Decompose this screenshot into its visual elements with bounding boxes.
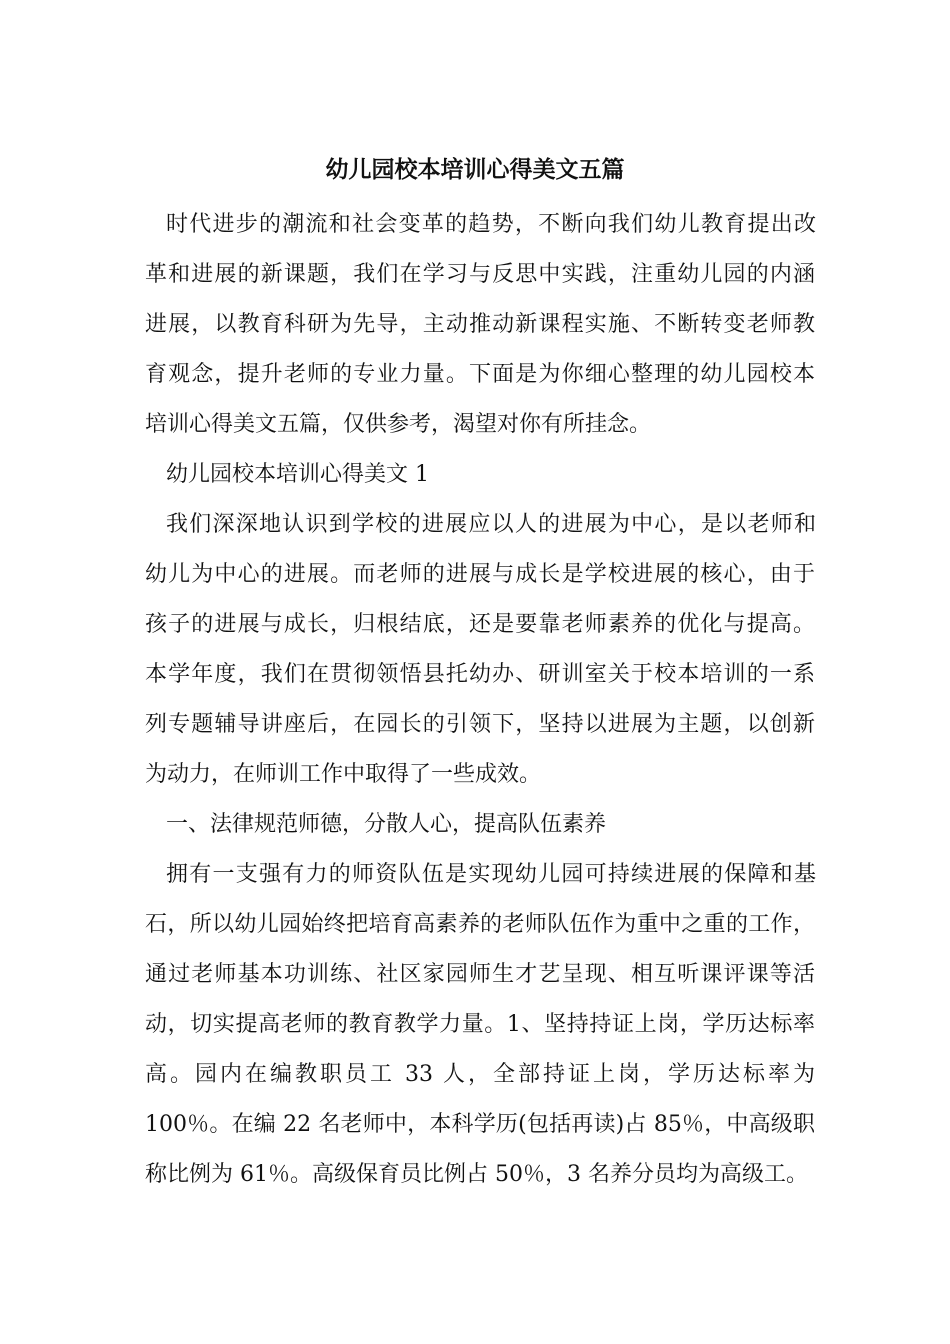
paragraph-line: 革和进展的新课题，我们在学习与反思中实践，注重幼儿园的内涵 [145, 262, 815, 287]
section-heading: 幼儿园校本培训心得美文 1 [166, 462, 429, 487]
paragraph-line: 称比例为 61％。高级保育员比例占 50％，3 名养分员均为高级工。 [145, 1162, 808, 1187]
paragraph-line: 我们深深地认识到学校的进展应以人的进展为中心，是以老师和 [166, 512, 816, 537]
paragraph-line: 幼儿为中心的进展。而老师的进展与成长是学校进展的核心，由于 [145, 562, 815, 587]
paragraph-line: 100％。在编 22 名老师中，本科学历(包括再读)占 85％，中高级职 [145, 1112, 815, 1137]
paragraph-line: 高。园内在编教职员工 33 人，全部持证上岗，学历达标率为 [145, 1062, 815, 1087]
paragraph-line: 时代进步的潮流和社会变革的趋势，不断向我们幼儿教育提出改 [166, 212, 816, 237]
paragraph-line: 本学年度，我们在贯彻领悟县托幼办、研训室关于校本培训的一系 [145, 662, 815, 687]
paragraph-line: 孩子的进展与成长，归根结底，还是要靠老师素养的优化与提高。 [145, 612, 815, 637]
paragraph-line: 培训心得美文五篇，仅供参考，渴望对你有所挂念。 [145, 412, 652, 437]
paragraph-line: 育观念，提升老师的专业力量。下面是为你细心整理的幼儿园校本 [145, 362, 815, 387]
paragraph-line: 进展，以教育科研为先导，主动推动新课程实施、不断转变老师教 [145, 312, 815, 337]
paragraph-line: 石，所以幼儿园始终把培育高素养的老师队伍作为重中之重的工作， [145, 912, 815, 937]
paragraph-line: 拥有一支强有力的师资队伍是实现幼儿园可持续进展的保障和基 [166, 862, 816, 887]
paragraph-line: 为动力，在师训工作中取得了一些成效。 [145, 762, 542, 787]
paragraph-line: 动，切实提高老师的教育教学力量。1、坚持持证上岗，学历达标率 [145, 1012, 815, 1037]
section-heading: 一、法律规范师德，分散人心，提高队伍素养 [166, 812, 607, 837]
paragraph-line: 列专题辅导讲座后，在园长的引领下，坚持以进展为主题，以创新 [145, 712, 815, 737]
document-title: 幼儿园校本培训心得美文五篇 [325, 157, 625, 183]
paragraph-line: 通过老师基本功训练、社区家园师生才艺呈现、相互听课评课等活 [145, 962, 815, 987]
